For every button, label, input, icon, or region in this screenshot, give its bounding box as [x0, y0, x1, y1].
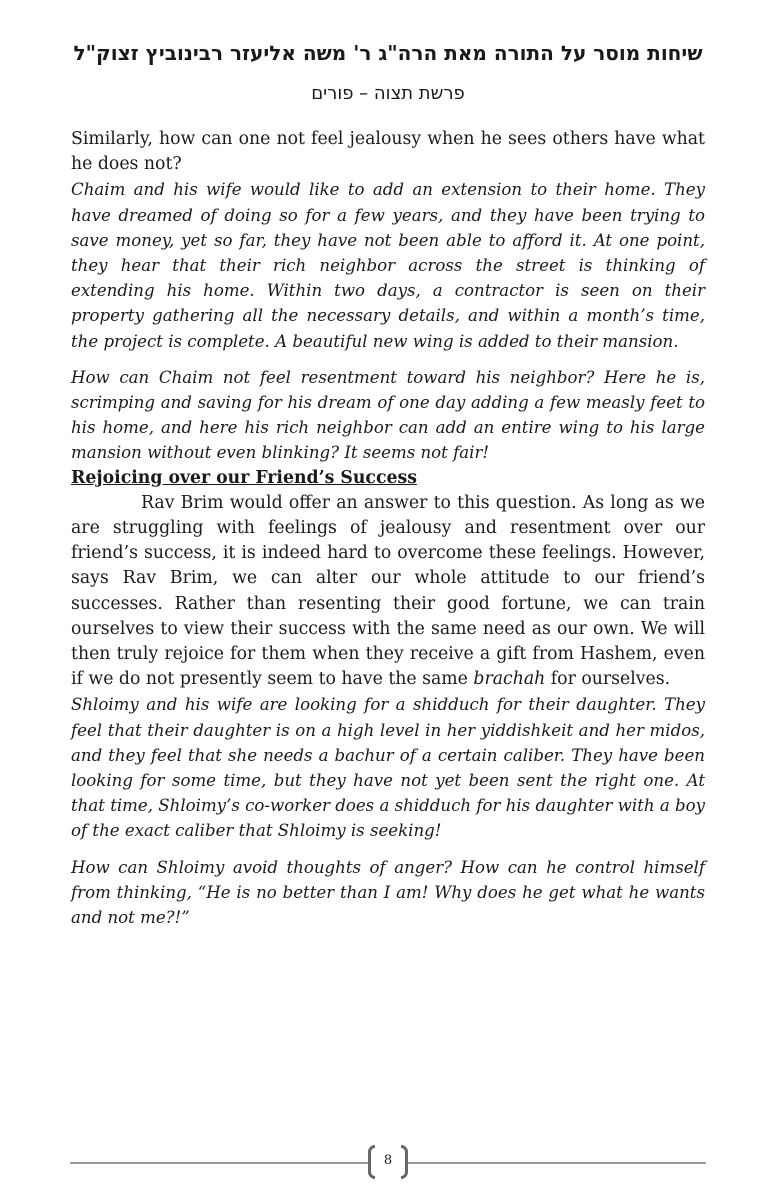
- intro-paragraph: Similarly, how can one not feel jealousy when he sees others have what he does not?: [71, 129, 705, 175]
- shloimy-story-block: Shloimy and his wife are looking for a shidduch for their daughter. They feel that their daughter is on a high level in her yiddishkeit and her midos, and they feel that she needs a bachur of a certain caliber. They have been looking for some time, but they have not yet been sent the right one. At that time, Shloimy’s co-worker does a shidduch for his daughter with a boy of the exact caliber that Shloimy is seeking!: [71, 695, 705, 841]
- section-paragraph-end: for ourselves.: [545, 669, 671, 690]
- body-text: [71, 127, 705, 930]
- hebrew-parsha-subtitle: פרשת תצוה – פורים: [311, 83, 465, 104]
- section-heading: Rejoicing over our Friend’s Success: [71, 467, 417, 488]
- shloimy-question-block: How can Shloimy avoid thoughts of anger? How can he control himself from thinking, “He is no better than I am! Why does he get what he wants and not me?!”: [71, 857, 705, 928]
- brachah-italic-word: brachah: [473, 669, 546, 690]
- page-number: 8: [383, 1153, 393, 1168]
- section-paragraph-main: Rav Brim would offer an answer to this question. As long as we are struggling with feelings of jealousy and resentment over our friend’s success, it is indeed hard to overcome these feelings. However, says Rav Brim, we can alter our whole attitude to our friend’s successes. Rather than resenting their good fortune, we can train ourselves to view their success with the same need as our own. We will then truly rejoice for them when they receive a gift from Hashem, even if we do not presently seem to have the same: [71, 492, 705, 690]
- chaim-question-block: How can Chaim not feel resentment toward his neighbor? Here he is, scrimping and saving for his dream of one day adding a few measly feet to his home, and here his rich neighbor can add an entire wing to his large mansion without even blinking? It seems not fair!: [71, 367, 705, 463]
- section-paragraph: [71, 491, 705, 693]
- hebrew-series-title: שיחות מוסר על התורה מאת הרה"ג ר' משה אליעזר רבינוביץ זצוק"ל: [73, 41, 703, 65]
- footer-rule-right: [408, 1162, 706, 1164]
- right-bracket-ornament: [401, 1145, 408, 1179]
- chaim-story-block: Chaim and his wife would like to add an extension to their home. They have dreamed of doing so for a few years, and they have been trying to save money, yet so far, they have not been able to afford it. At one point, they hear that their rich neighbor across the street is thinking of extending his home. Within two days, a contractor is seen on their property gathering all the necessary details, and within a month’s time, the project is complete. A beautiful new wing is added to their mansion.: [71, 180, 705, 351]
- footer-rule-left: [70, 1162, 368, 1164]
- page-number-box: [368, 1145, 408, 1181]
- left-bracket-ornament: [368, 1145, 375, 1179]
